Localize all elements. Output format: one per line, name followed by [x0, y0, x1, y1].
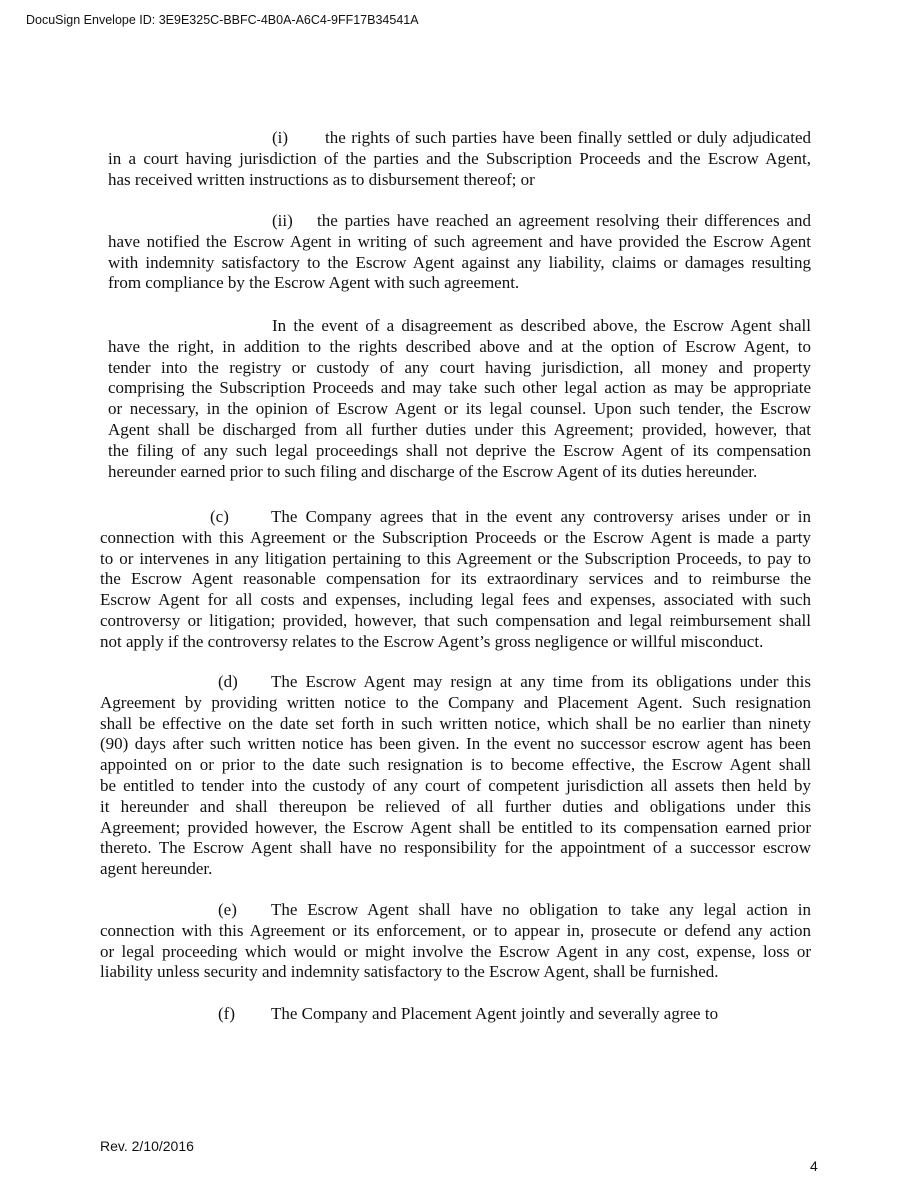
text-line: be entitled to tender into the custody of any court of competent jurisdiction all assets then held by [100, 775, 811, 795]
line-text: the rights of such parties have been finally settled or duly adjudicated [325, 128, 811, 147]
paragraph [108, 316, 811, 482]
paragraph [108, 128, 811, 190]
line-text: The Company and Placement Agent jointly and severally agree to [271, 1004, 719, 1023]
paragraph-label: (ii) [272, 211, 293, 230]
text-line: Agent shall be discharged from all further duties under this Agreement; provided, however, that [108, 419, 811, 439]
line-text: In the event of a disagreement as described above, the Escrow Agent shall [272, 316, 811, 335]
text-line: connection with this Agreement or its enforcement, or to appear in, prosecute or defend any action [100, 920, 811, 940]
text-line: it hereunder and shall thereupon be relieved of all further duties and obligations under this [100, 796, 811, 816]
text-line: Escrow Agent for all costs and expenses, including legal fees and expenses, associated with such [100, 590, 811, 610]
paragraph [100, 507, 811, 653]
text-line: controversy or litigation; provided, however, that such compensation and legal reimbursement shall [100, 610, 811, 630]
text-line: agent hereunder. [100, 859, 213, 879]
text-line: tender into the registry or custody of any court having jurisdiction, all money and property [108, 357, 811, 377]
text-line: have notified the Escrow Agent in writing of such agreement and have provided the Escrow Agent [108, 231, 811, 251]
text-line: thereto. The Escrow Agent shall have no responsibility for the appointment of a successor escrow [100, 838, 811, 858]
paragraph-label: (c) [210, 507, 229, 526]
text-line [100, 900, 811, 921]
paragraph [100, 672, 811, 880]
paragraph-label: (e) [218, 900, 237, 919]
paragraph-label: (f) [218, 1004, 235, 1023]
text-line: appointed on or prior to the date such resignation is to become effective, the Escrow Agent shall [100, 755, 811, 775]
line-text: The Escrow Agent may resign at any time from its obligations under this [271, 672, 811, 691]
page-number: 4 [810, 1158, 818, 1174]
text-line: comprising the Subscription Proceeds and may take such other legal action as may be appropriate [108, 378, 811, 398]
text-line: or necessary, in the opinion of Escrow Agent or its legal counsel. Upon such tender, the Escrow [108, 399, 811, 419]
text-line [108, 128, 811, 149]
line-text: The Company agrees that in the event any controversy arises under or in [271, 507, 811, 526]
text-line: (90) days after such written notice has been given. In the event no successor escrow agent has been [100, 734, 811, 754]
text-line [100, 507, 811, 528]
text-line: or legal proceeding which would or might involve the Escrow Agent in any cost, expense, loss or [100, 941, 811, 961]
text-line: have the right, in addition to the rights described above and at the option of Escrow Agent, to [108, 336, 811, 356]
text-line [108, 316, 811, 337]
paragraph [100, 900, 811, 983]
text-line: hereunder earned prior to such filing and discharge of the Escrow Agent of its duties hereunder. [108, 461, 758, 481]
text-line: with indemnity satisfactory to the Escrow Agent against any liability, claims or damages resulting [108, 252, 811, 272]
paragraph [100, 1004, 811, 1025]
paragraph-label: (i) [272, 128, 289, 147]
text-line: the Escrow Agent reasonable compensation for its extraordinary services and to reimburse the [100, 569, 811, 589]
text-line: Agreement by providing written notice to the Company and Placement Agent. Such resignation [100, 692, 811, 712]
line-text: the parties have reached an agreement resolving their differences and [317, 211, 811, 230]
text-line: liability unless security and indemnity satisfactory to the Escrow Agent, shall be furnished. [100, 962, 719, 982]
paragraph-label: (d) [218, 672, 238, 691]
revision-date: Rev. 2/10/2016 [100, 1138, 194, 1154]
text-line [108, 211, 811, 232]
text-line: connection with this Agreement or the Subscription Proceeds or the Escrow Agent is made a party [100, 527, 811, 547]
text-line: Agreement; provided however, the Escrow Agent shall be entitled to its compensation earned prior [100, 817, 811, 837]
text-line: from compliance by the Escrow Agent with such agreement. [108, 273, 520, 293]
text-line: to or intervenes in any litigation pertaining to this Agreement or the Subscription Proceeds, to pay to [100, 548, 811, 568]
text-line: shall be effective on the date set forth in such written notice, which shall be no earlier than ninety [100, 713, 811, 733]
envelope-id-header: DocuSign Envelope ID: 3E9E325C-BBFC-4B0A-A6C4-9FF17B34541A [26, 13, 419, 27]
paragraph [108, 211, 811, 294]
text-line: not apply if the controversy relates to the Escrow Agent’s gross negligence or willful misconduct. [100, 631, 764, 651]
text-line [100, 672, 811, 693]
text-line: in a court having jurisdiction of the parties and the Subscription Proceeds and the Escrow Agent, [108, 148, 811, 168]
text-line: the filing of any such legal proceedings shall not deprive the Escrow Agent of its compensation [108, 440, 811, 460]
text-line [100, 1004, 811, 1025]
line-text: The Escrow Agent shall have no obligation to take any legal action in [271, 900, 811, 919]
text-line: has received written instructions as to disbursement thereof; or [108, 169, 535, 189]
